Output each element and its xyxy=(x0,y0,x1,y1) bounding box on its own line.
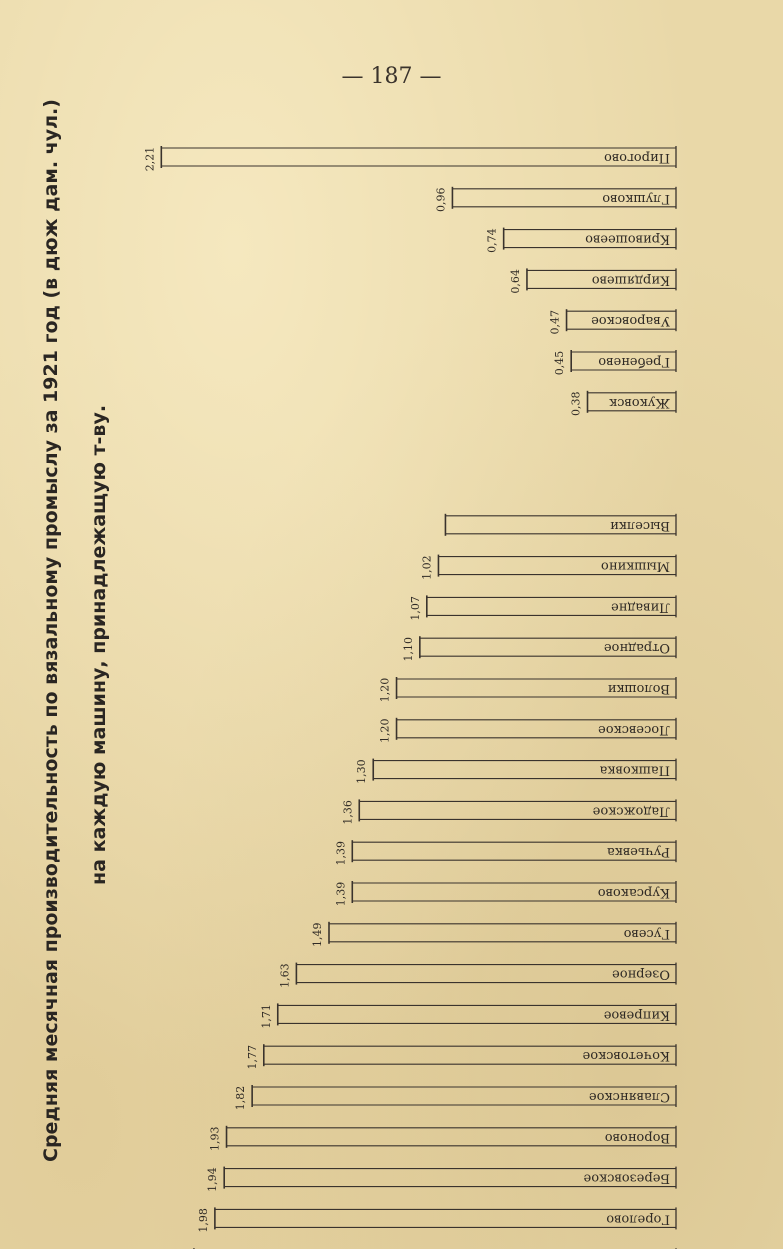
category-label: Лосевское xyxy=(598,721,670,737)
value-label: 0,74 xyxy=(485,228,499,253)
category-label: Мышкино xyxy=(600,558,670,574)
category-label: Кривошеево xyxy=(585,231,670,247)
chart-subtitle: на каждую машину, принадлежащую т-ву. xyxy=(88,404,110,885)
category-label: Березовское xyxy=(583,1170,670,1186)
value-label: 1,71 xyxy=(259,1004,273,1029)
value-label: 1,02 xyxy=(420,555,434,580)
value-label: 1,10 xyxy=(401,636,415,662)
value-label: 1,36 xyxy=(341,800,355,825)
category-label: Пирогово xyxy=(604,150,670,165)
category-label: Кипревое xyxy=(603,1007,670,1023)
value-label: 1,20 xyxy=(378,677,392,703)
value-label: 2,21 xyxy=(143,146,157,172)
value-label: 1,49 xyxy=(310,922,324,948)
value-label: 0,64 xyxy=(508,269,522,294)
value-label: 1,30 xyxy=(355,759,369,784)
value-label: 0,45 xyxy=(553,350,567,376)
value-label: 1,07 xyxy=(408,596,422,621)
value-label: 1,39 xyxy=(334,881,348,907)
value-label: 1,93 xyxy=(208,1126,222,1152)
category-label: Ладожское xyxy=(592,803,670,819)
category-label: Ручьевка xyxy=(607,844,670,860)
value-label: 1,39 xyxy=(334,840,348,866)
value-label: 0,38 xyxy=(569,391,583,417)
category-label: Кочетовское xyxy=(582,1048,670,1064)
category-label: Отрадное xyxy=(603,640,670,656)
category-label: Гусево xyxy=(623,925,670,941)
category-label: Курсаково xyxy=(597,885,670,900)
chart-title: Средняя месячная производительность по вязальному промыслу за 1921 год (в дюж дам. чул.) xyxy=(40,99,62,1162)
category-label: Волошки xyxy=(607,681,670,696)
value-label: 1,98 xyxy=(196,1208,210,1233)
value-label: 0,47 xyxy=(548,309,562,335)
category-label: Глушково xyxy=(602,190,670,206)
value-label: 1,82 xyxy=(234,1085,248,1111)
category-label: Ливадне xyxy=(611,599,670,615)
category-label: Вороново xyxy=(604,1129,670,1145)
category-label: Славянское xyxy=(588,1089,670,1104)
category-label: Жуковск xyxy=(609,394,670,410)
value-label: 1,63 xyxy=(278,963,292,988)
category-label: Кирдяшево xyxy=(591,272,670,288)
category-label: Пашковка xyxy=(599,762,670,778)
category-label: Горелово xyxy=(606,1211,670,1227)
category-label: Уваровское xyxy=(591,313,670,329)
value-label: 1,77 xyxy=(245,1044,259,1070)
category-label: Выселки xyxy=(610,517,670,533)
page-number: — 187 — xyxy=(341,64,442,89)
category-label: Озерное xyxy=(612,966,670,982)
value-label: 0,96 xyxy=(434,187,448,213)
value-label: 1,94 xyxy=(206,1167,220,1192)
value-label: 1,20 xyxy=(378,718,392,744)
category-label: Гребенево xyxy=(598,354,670,369)
